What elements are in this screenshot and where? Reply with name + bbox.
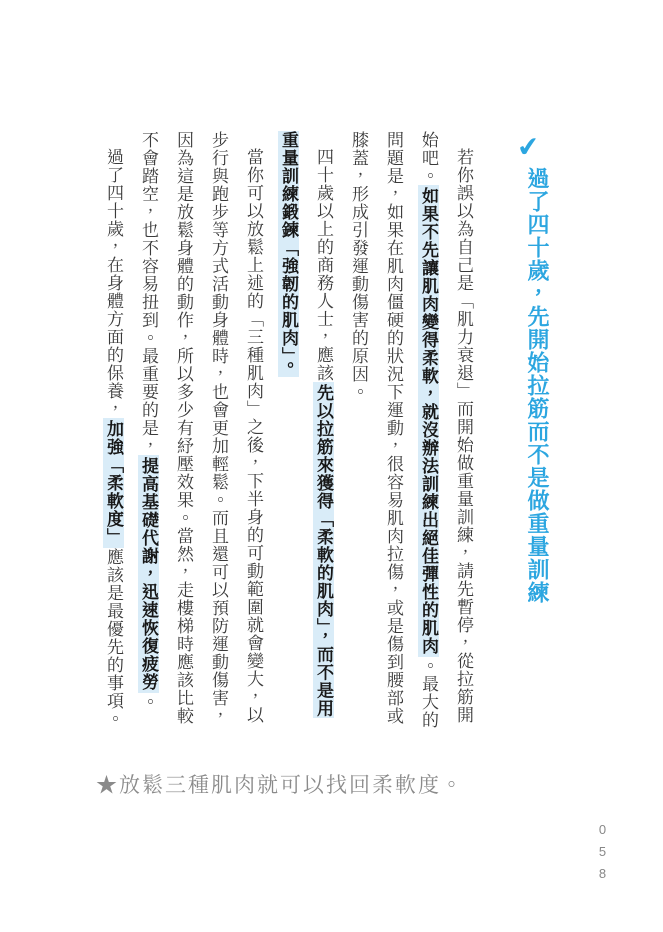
paragraph-1: [341, 131, 481, 735]
highlighted-segment: 先以拉筋來獲得「柔軟的肌肉」，而不是用重量訓練鍛鍊「強韌的肌肉」。: [279, 131, 333, 718]
page-number: 058: [595, 822, 610, 888]
summary-caption: ★放鬆三種肌肉就可以找回柔軟度。: [96, 773, 464, 797]
paragraph-4: [96, 131, 131, 735]
highlighted-segment: 加強「柔軟度」: [104, 420, 123, 546]
text-segment: 應該是最優先的事項。: [104, 548, 123, 728]
highlighted-segment: 如果不先讓肌肉變得柔軟，就沒辦法訓練出絕佳彈性的肌肉: [419, 187, 438, 655]
text-segment: 當你可以放鬆上述的「三種肌肉」之後，下半身的可動範圍就會變大，以步行與跑步等方式活動身體時，也會更加輕鬆。而且還可以預防運動傷害，因為這是放鬆身體的動作，所以多少有紓壓效果。當然，走樓梯時應該比較不會踏空，也不容易扭到。最重要的是，: [139, 131, 263, 725]
text-segment: 四十歲以上的商務人士，應該: [314, 148, 333, 382]
body-text: [95, 131, 481, 735]
text-segment: 過了四十歲，在身體方面的保養，: [104, 148, 123, 418]
text-segment: 。最大的問題是，如果在肌肉僵硬的狀況下運動，很容易肌肉拉傷，或是傷到腰部或膝蓋，形成引發運動傷害的原因。: [349, 131, 438, 729]
paragraph-3: [131, 131, 271, 735]
paragraph-2: [271, 131, 341, 735]
highlighted-segment: 提高基礎代謝，迅速恢復疲勞: [139, 457, 158, 691]
text-segment: 。: [139, 693, 158, 711]
text-segment: 若你誤以為自己是「肌力衰退」而開始做重量訓練，請先暫停，從拉筋開始吧。: [419, 131, 473, 724]
section-title: 過了四十歲，先開始拉筋而不是做重量訓練: [525, 167, 550, 604]
check-icon: ✔: [515, 130, 542, 165]
